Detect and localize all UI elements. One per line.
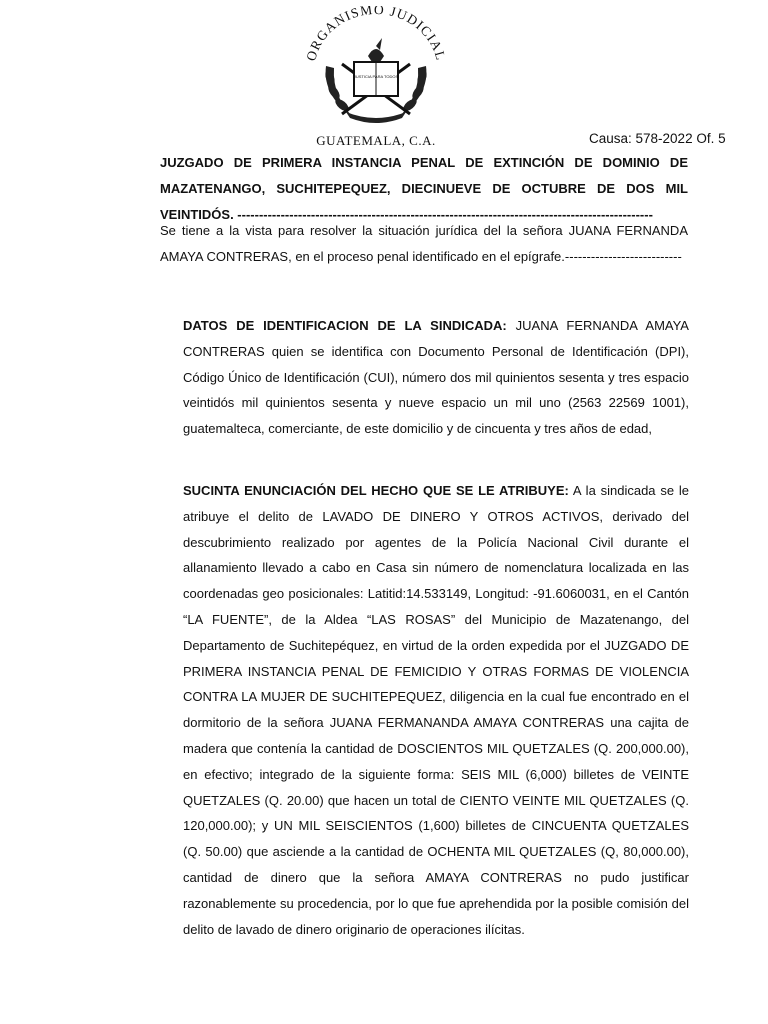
court-header-title: JUZGADO DE PRIMERA INSTANCIA PENAL DE EXTINCIÓN DE DOMINIO DE MAZATENANGO, SUCHITEPEQUEZ, DIECINUEVE DE OCTUBRE DE DOS MIL VEINTIDÓS. [160, 155, 688, 222]
seal-book-text: JUSTICIA PARA TODOS [353, 74, 399, 79]
hecho-paragraph [183, 478, 689, 942]
seal-arc-text: ORGANISMO JUDICIAL [303, 6, 449, 63]
datos-text: JUANA FERNANDA AMAYA CONTRERAS quien se identifica con Documento Personal de Identificación (DPI), Código Único de Identificación (CUI), número dos mil quinientos sesenta y tres espacio veintidós mil quinientos sesenta y nueve espacio un mil uno (2563 22569 1001), guatemalteca, comerciante, de este domicilio y de cincuenta y tres años de edad, [183, 318, 689, 437]
intro-dashes: --------------------------- [564, 248, 682, 264]
intro-paragraph [160, 218, 688, 270]
datos-identificacion-paragraph [183, 313, 689, 442]
hecho-text: A la sindicada se le atribuye el delito de LAVADO DE DINERO Y OTROS ACTIVOS, derivado del descubrimiento realizado por agentes de la Policía Nacional Civil durante el allanamiento llevado a cabo en Casa sin número de nomenclatura localizada en las coordenadas geo posicionales: Latitid:14.533149, Longitud: -91.6060031, en el Cantón “LA FUENTE”, de la Aldea “LAS ROSAS” del Municipio de Mazatenango, del Departamento de Suchitepéquez, en virtud de la orden expedida por el JUZGADO DE PRIMERA INSTANCIA PENAL DE FEMICIDIO Y OTRAS FORMAS DE VIOLENCIA CONTRA LA MUJER DE SUCHITEPEQUEZ, diligencia en la cual fue encontrado en el dormitorio de la señora JUANA FERMANANDA AMAYA CONTRERAS una cajita de madera que contenía la cantidad de DOSCIENTOS MIL QUETZALES (Q. 200,000.00), en efectivo; integrado de la siguiente forma: SEIS MIL (6,000) billetes de VEINTE QUETZALES (Q. 20.00) que hacen un total de CIENTO VEINTE MIL QUETZALES (Q. 120,000.00); y UN MIL SEISCIENTOS (1,600) billetes de CINCUENTA QUETZALES (Q. 50.00) que asciende a la cantidad de OCHENTA MIL QUETZALES (Q, 80,000.00), cantidad de dinero que la señora AMAYA CONTRERAS no pudo justificar razonablemente su procedencia, por lo que fue aprehendida por la posible comisión del delito de lavado de dinero originario de operaciones ilícitas. [183, 483, 689, 937]
court-header [160, 150, 688, 227]
datos-label: DATOS DE IDENTIFICACION DE LA SINDICADA: [183, 318, 507, 333]
seal-caption: GUATEMALA, C.A. [316, 133, 436, 148]
intro-text: Se tiene a la vista para resolver la situación jurídica del la señora JUANA FERNANDA AMAYA CONTRERAS, en el proceso penal identificado en el epígrafe. [160, 223, 688, 264]
organismo-judicial-seal [296, 6, 456, 130]
causa-number: Causa: 578-2022 Of. 5 [589, 131, 726, 146]
court-header-dashes: ------------------------------------------------------------------------------------------------ [233, 206, 653, 222]
hecho-label: SUCINTA ENUNCIACIÓN DEL HECHO QUE SE LE ATRIBUYE: [183, 483, 569, 498]
